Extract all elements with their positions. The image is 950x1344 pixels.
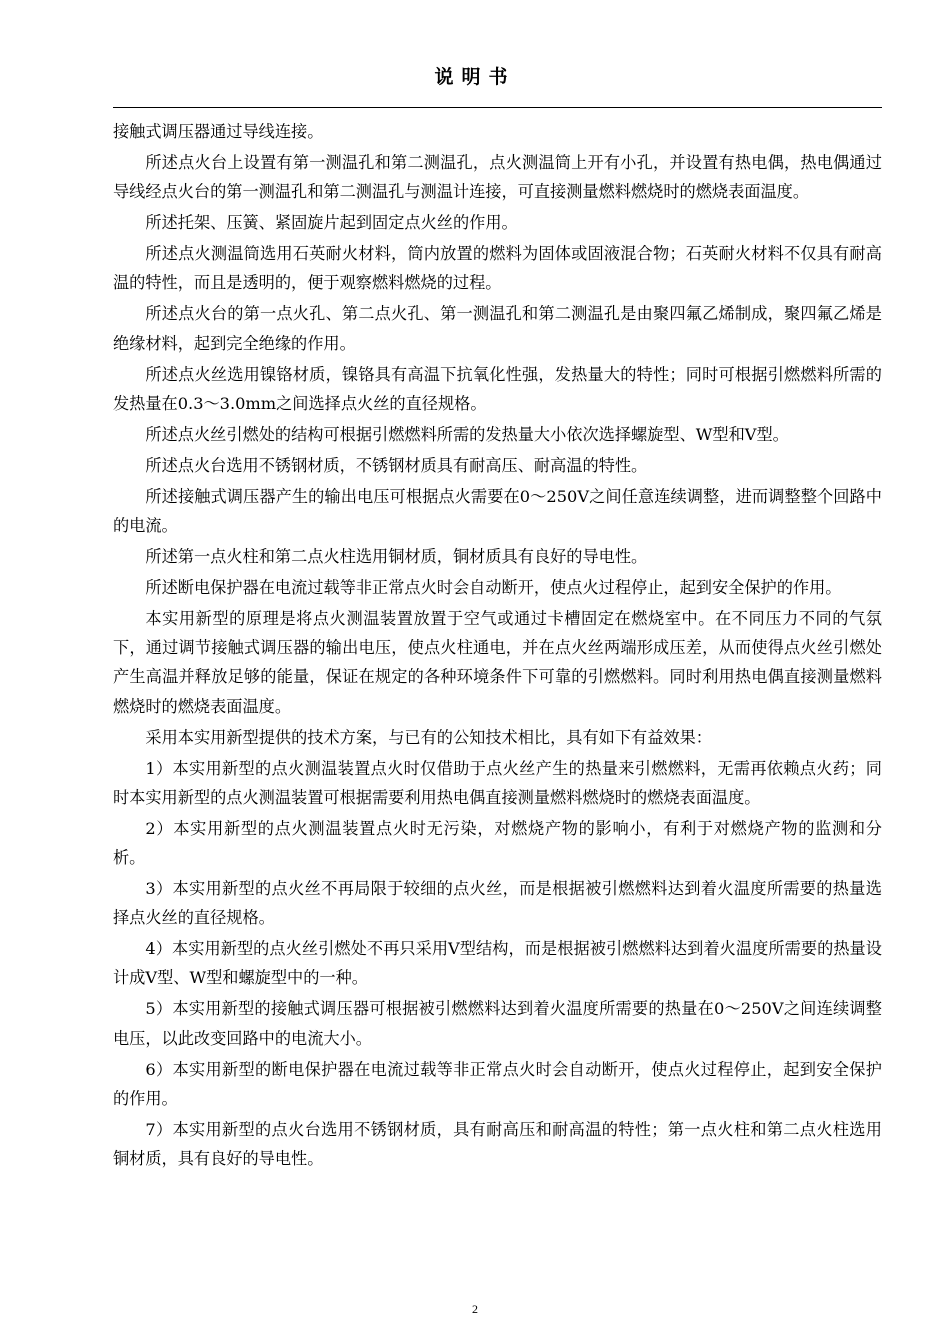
page-title: 说明书 [434, 66, 516, 88]
benefit-item: 6）本实用新型的断电保护器在电流过载等非正常点火时会自动断开，使点火过程停止，起到安全保护的作用。 [113, 1059, 882, 1108]
paragraph: 采用本实用新型提供的技术方案，与已有的公知技术相比，具有如下有益效果： [145, 727, 712, 747]
header-divider [113, 107, 882, 108]
paragraph: 接触式调压器通过导线连接。 [113, 122, 324, 141]
paragraph: 所述托架、压簧、紧固旋片起到固定点火丝的作用。 [145, 213, 518, 233]
paragraph: 所述点火台的第一点火孔、第二点火孔、第一测温孔和第二测温孔是由聚四氟乙烯制成，聚四氟乙烯是绝缘材料，起到完全绝缘的作用。 [113, 304, 882, 353]
benefit-item: 3）本实用新型的点火丝不再局限于较细的点火丝，而是根据被引燃燃料达到着火温度所需要的热量选择点火丝的直径规格。 [113, 879, 882, 928]
document-body [113, 117, 882, 1175]
paragraph: 所述第一点火柱和第二点火柱选用铜材质，铜材质具有良好的导电性。 [145, 547, 648, 567]
page-number: 2 [472, 1302, 478, 1316]
paragraph: 所述点火台上设置有第一测温孔和第二测温孔，点火测温筒上开有小孔，并设置有热电偶，热电偶通过导线经点火台的第一测温孔和第二测温孔与测温计连接，可直接测量燃料燃烧时的燃烧表面温度。 [113, 153, 882, 202]
benefit-item: 7）本实用新型的点火台选用不锈钢材质，具有耐高压和耐高温的特性；第一点火柱和第二点火柱选用铜材质，具有良好的导电性。 [113, 1119, 882, 1169]
paragraph: 所述点火丝引燃处的结构可根据引燃燃料所需的发热量大小依次选择螺旋型、W型和V型。 [145, 424, 789, 444]
paragraph: 所述点火台选用不锈钢材质，不锈钢材质具有耐高压、耐高温的特性。 [145, 455, 648, 475]
benefit-item: 1）本实用新型的点火测温装置点火时仅借助于点火丝产生的热量来引燃燃料，无需再依赖点火药；同时本实用新型的点火测温装置可根据需要利用热电偶直接测量燃料燃烧时的燃烧表面温度。 [113, 758, 882, 807]
paragraph: 所述断电保护器在电流过载等非正常点火时会自动断开，使点火过程停止，起到安全保护的作用。 [145, 578, 842, 598]
benefit-item: 5）本实用新型的接触式调压器可根据被引燃燃料达到着火温度所需要的热量在0～250V之间连续调整电压，以此改变回路中的电流大小。 [113, 999, 882, 1048]
benefit-item: 2）本实用新型的点火测温装置点火时无污染，对燃烧产物的影响小，有利于对燃烧产物的监测和分析。 [113, 818, 882, 868]
paragraph: 本实用新型的原理是将点火测温装置放置于空气或通过卡槽固定在燃烧室中。在不同压力不同的气氛下，通过调节接触式调压器的输出电压，使点火柱通电，并在点火丝两端形成压差，从而使得点火丝引燃处产生高温并释放足够的能量，保证在规定的各种环境条件下可靠的引燃燃料。同时利用热电偶直接测量燃料燃烧时的燃烧表面温度。 [113, 609, 882, 716]
paragraph: 所述点火测温筒选用石英耐火材料，筒内放置的燃料为固体或固液混合物；石英耐火材料不仅具有耐高温的特性，而且是透明的，便于观察燃料燃烧的过程。 [113, 244, 882, 293]
benefit-item: 4）本实用新型的点火丝引燃处不再只采用V型结构，而是根据被引燃燃料达到着火温度所需要的热量设计成V型、W型和螺旋型中的一种。 [113, 939, 882, 988]
paragraph: 所述点火丝选用镍铬材质，镍铬具有高温下抗氧化性强，发热量大的特性；同时可根据引燃燃料所需的发热量在0.3～3.0mm之间选择点火丝的直径规格。 [113, 364, 882, 413]
paragraph: 所述接触式调压器产生的输出电压可根据点火需要在0～250V之间任意连续调整，进而调整整个回路中的电流。 [113, 486, 882, 536]
